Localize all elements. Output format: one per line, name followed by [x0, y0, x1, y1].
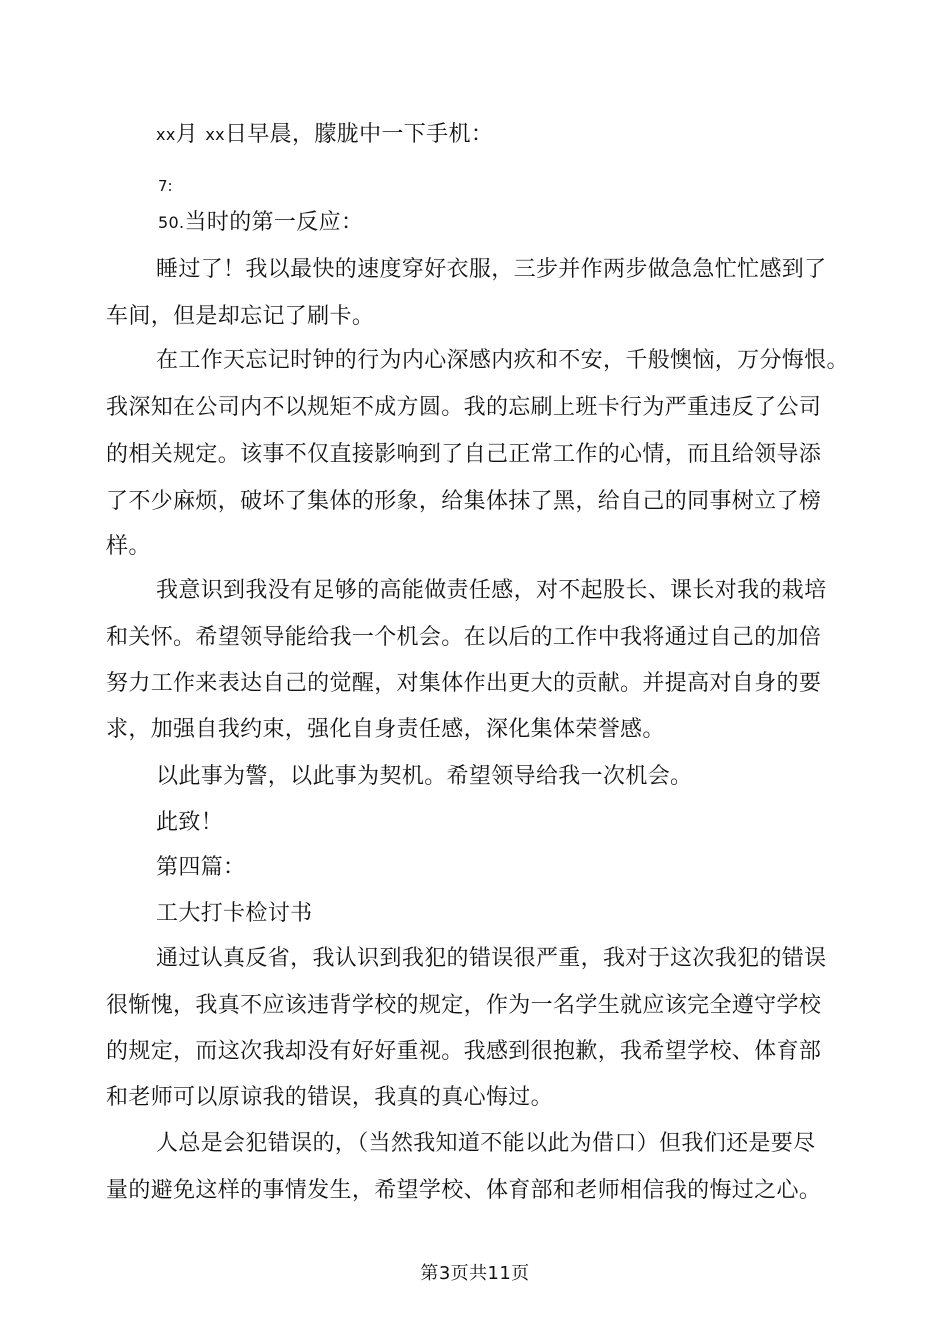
- paragraph-2-line-4: 了不少麻烦，破坏了集体的形象，给集体抹了黑，给自己的同事树立了榜: [106, 489, 822, 514]
- paragraph-2-line-2: 我深知在公司内不以规矩不成方圆。我的忘刷上班卡行为严重违反了公司: [106, 395, 822, 420]
- closing-line: 此致！: [156, 810, 224, 835]
- paragraph-5-line-2: 很惭愧，我真不应该违背学校的规定，作为一名学生就应该完全遵守学校: [106, 993, 822, 1018]
- paragraph-5-line-3: 的规定，而这次我却没有好好重视。我感到很抱歉，我希望学校、体育部: [106, 1039, 822, 1064]
- paragraph-6-line-1: 人总是会犯错误的，（当然我知道不能以此为借口）但我们还是要尽: [156, 1131, 816, 1156]
- paragraph-3-line-2: 和关怀。希望领导能给我一个机会。在以后的工作中我将通过自己的加倍: [106, 625, 822, 650]
- paragraph-1-line-2: 车间，但是却忘记了刷卡。: [106, 304, 375, 329]
- paragraph-4: 以此事为警，以此事为契机。希望领导给我一次机会。: [156, 764, 693, 789]
- number-prefix: 50.: [158, 213, 185, 232]
- date-line-text: 日早晨，朦胧中一下手机：: [224, 122, 494, 147]
- page-number-footer: 第3页共11页: [420, 1263, 530, 1284]
- paragraph-3-line-1: 我意识到我没有足够的高能做责任感，对不起股长、课长对我的栽培: [156, 578, 827, 603]
- paragraph-2-line-3: 的相关规定。该事不仅直接影响到了自己正常工作的心情，而且给领导添: [106, 442, 822, 467]
- paragraph-5-line-4: 和老师可以原谅我的错误，我真的真心悔过。: [106, 1085, 554, 1110]
- date-line: [156, 120, 493, 151]
- section-title: 第四篇：: [156, 855, 246, 880]
- article-title: 工大打卡检讨书: [156, 901, 313, 926]
- paragraph-5-line-1: 通过认真反省，我认识到我犯的错误很严重，我对于这次我犯的错误: [156, 946, 827, 971]
- first-reaction-line: [158, 208, 363, 239]
- paragraph-1-line-1: 睡过了！我以最快的速度穿好衣服，三步并作两步做急急忙忙感到了: [156, 257, 827, 282]
- paragraph-3-line-4: 求，加强自我约束，强化自身责任感，深化集体荣誉感。: [106, 717, 665, 742]
- day-placeholder: xx: [205, 125, 225, 144]
- paragraph-2-line-1: 在工作天忘记时钟的行为内心深感内疚和不安，千般懊恼，万分悔恨。: [156, 348, 849, 373]
- time-fragment: 7:: [158, 177, 173, 195]
- paragraph-6-line-2: 量的避免这样的事情发生，希望学校、体育部和老师相信我的悔过之心。: [106, 1178, 822, 1203]
- paragraph-3-line-3: 努力工作来表达自己的觉醒，对集体作出更大的贡献。并提高对自身的要: [106, 671, 822, 696]
- paragraph-2-line-5: 样。: [106, 534, 151, 559]
- first-reaction-text: 当时的第一反应：: [184, 210, 364, 235]
- month-label: 月: [175, 122, 198, 147]
- month-placeholder: xx: [156, 125, 176, 144]
